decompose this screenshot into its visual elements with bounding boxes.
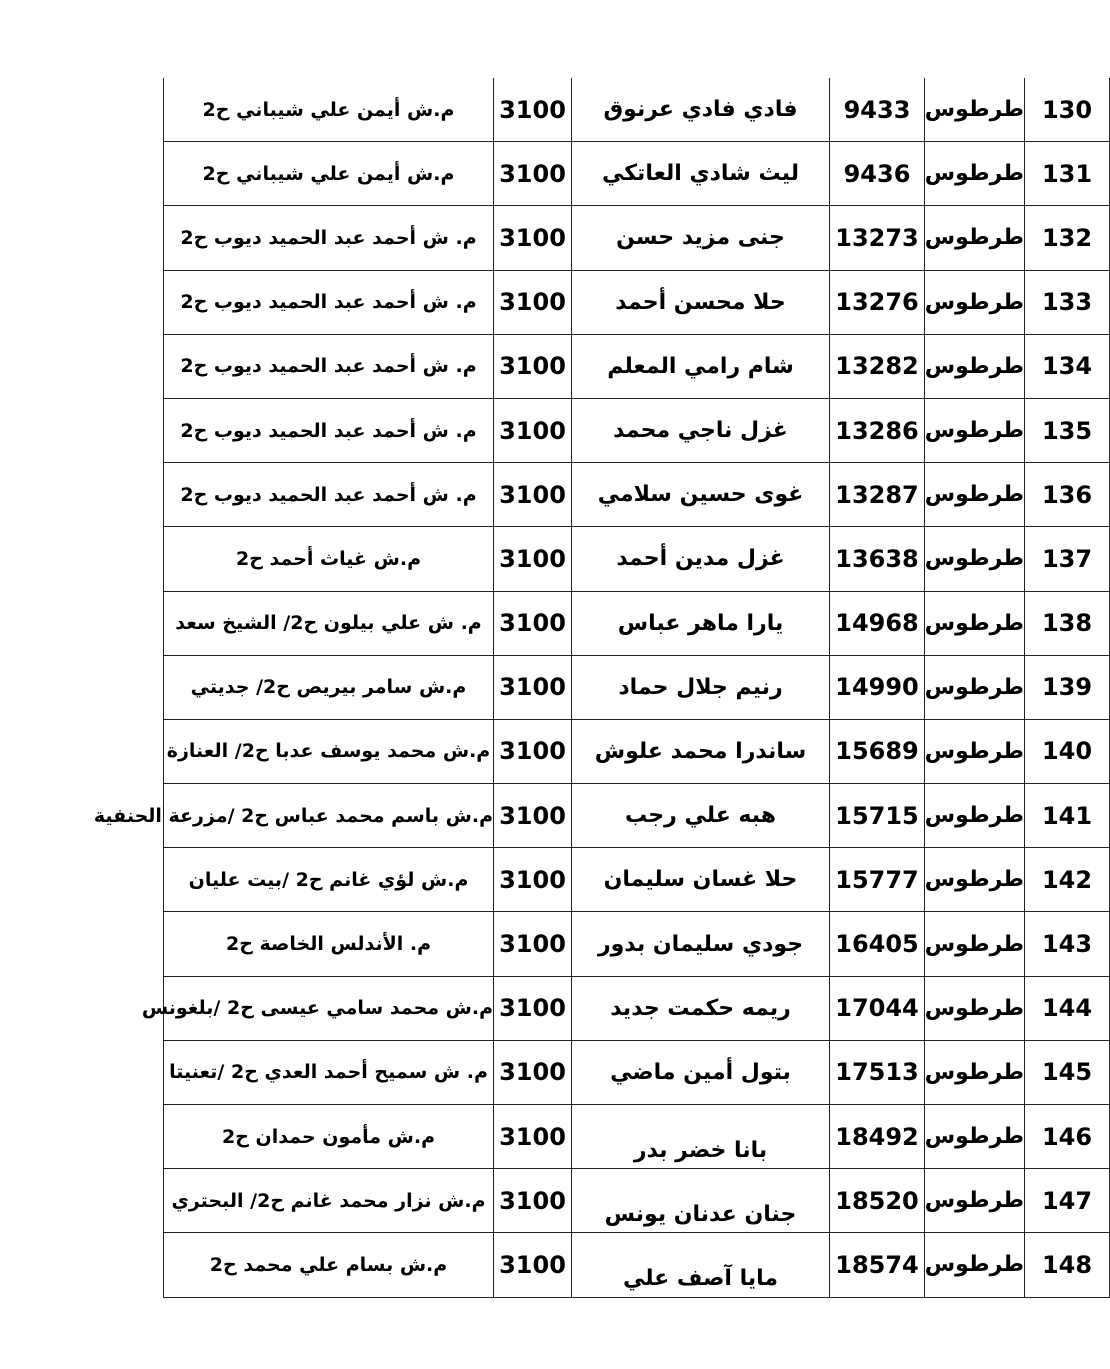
school-cell — [164, 655, 494, 719]
table-row — [164, 719, 1110, 783]
score-text: 3100 — [499, 1186, 566, 1215]
school-cell — [164, 719, 494, 783]
student-name-cell — [572, 527, 830, 591]
student-name-text: رنيم جلال حماد — [618, 674, 783, 700]
row-number-text: 148 — [1041, 1250, 1093, 1279]
table-row — [164, 463, 1110, 527]
row-number-text: 134 — [1041, 352, 1093, 381]
city-cell — [925, 976, 1025, 1040]
exam-id-text: 18520 — [835, 1186, 919, 1215]
student-name-text: حلا محسن أحمد — [615, 289, 786, 315]
exam-id-cell — [830, 655, 925, 719]
score-cell — [494, 463, 572, 527]
exam-id-text: 16405 — [835, 930, 919, 959]
school-cell — [164, 912, 494, 976]
exam-id-cell — [830, 206, 925, 270]
school-text: م.ش بسام علي محمد ح2 — [209, 1253, 448, 1276]
exam-id-cell — [830, 1169, 925, 1233]
school-cell — [164, 206, 494, 270]
student-name-cell — [572, 1105, 830, 1169]
school-text: م.ش لؤي غانم ح2 /بيت عليان — [188, 868, 469, 891]
school-cell — [164, 591, 494, 655]
exam-id-cell — [830, 1040, 925, 1104]
row-number-cell — [1025, 78, 1110, 142]
city-text: طرطوس — [924, 418, 1024, 444]
student-name-text: غزل مدين أحمد — [616, 546, 785, 572]
city-text: طرطوس — [924, 674, 1024, 700]
row-number-cell — [1025, 270, 1110, 334]
exam-id-text: 14990 — [835, 673, 919, 702]
city-cell — [925, 1105, 1025, 1169]
student-name-cell — [572, 206, 830, 270]
row-number-text: 136 — [1041, 480, 1093, 509]
school-text: م. ش أحمد عبد الحميد ديوب ح2 — [180, 291, 477, 314]
student-name-text: غوى حسين سلامي — [597, 482, 804, 508]
score-text: 3100 — [499, 930, 566, 959]
student-name-text: ساندرا محمد علوش — [594, 738, 807, 764]
exam-id-cell — [830, 912, 925, 976]
student-name-text: شام رامي المعلم — [607, 353, 794, 379]
city-text: طرطوس — [924, 289, 1024, 315]
student-name-cell — [572, 142, 830, 206]
school-cell — [164, 1169, 494, 1233]
exam-id-text: 9436 — [843, 159, 911, 188]
school-cell — [164, 270, 494, 334]
school-text: م. ش أحمد عبد الحميد ديوب ح2 — [180, 355, 477, 378]
school-text: م.ش محمد سامي عيسى ح2 /بلغونس — [141, 997, 493, 1020]
score-cell — [494, 206, 572, 270]
school-text: م. ش سميح أحمد العدي ح2 /تعنيتا — [169, 1061, 488, 1084]
student-name-cell — [572, 591, 830, 655]
results-sheet — [93, 78, 1093, 1298]
exam-id-text: 9433 — [843, 95, 911, 124]
student-name-text: جنى مزيد حسن — [616, 225, 785, 251]
table-row — [164, 591, 1110, 655]
school-text: م.ش غياث أحمد ح2 — [235, 547, 421, 570]
score-cell — [494, 784, 572, 848]
exam-id-cell — [830, 398, 925, 462]
exam-id-cell — [830, 1105, 925, 1169]
score-cell — [494, 912, 572, 976]
score-cell — [494, 591, 572, 655]
exam-id-cell — [830, 78, 925, 142]
student-name-cell — [572, 463, 830, 527]
city-text: طرطوس — [924, 97, 1024, 123]
exam-id-text: 13286 — [835, 416, 919, 445]
table-row — [164, 142, 1110, 206]
student-name-text: جنان عدنان يونس — [604, 1202, 797, 1228]
score-text: 3100 — [499, 1058, 566, 1087]
score-cell — [494, 1233, 572, 1297]
student-name-text: بتول أمين ماضي — [610, 1059, 791, 1085]
score-cell — [494, 334, 572, 398]
table-row — [164, 1169, 1110, 1233]
score-cell — [494, 1105, 572, 1169]
row-number-cell — [1025, 527, 1110, 591]
student-name-text: ليث شادي العاتكي — [602, 161, 799, 187]
city-text: طرطوس — [924, 161, 1024, 187]
score-cell — [494, 78, 572, 142]
student-name-text: فادي فادي عرنوق — [603, 97, 798, 123]
school-cell — [93, 784, 494, 848]
score-text: 3100 — [499, 1122, 566, 1151]
city-cell — [925, 527, 1025, 591]
score-cell — [494, 527, 572, 591]
student-name-text: ريمه حكمت جديد — [610, 995, 791, 1021]
city-text: طرطوس — [924, 1124, 1024, 1150]
student-name-cell — [572, 398, 830, 462]
student-name-cell — [572, 976, 830, 1040]
student-name-cell — [572, 912, 830, 976]
table-row — [164, 527, 1110, 591]
exam-id-cell — [830, 591, 925, 655]
city-text: طرطوس — [924, 803, 1024, 829]
row-number-text: 143 — [1041, 930, 1093, 959]
exam-id-text: 18492 — [835, 1122, 919, 1151]
score-text: 3100 — [499, 609, 566, 638]
student-name-text: بانا خضر بدر — [633, 1138, 768, 1164]
row-number-text: 131 — [1041, 159, 1093, 188]
student-name-cell — [572, 784, 830, 848]
school-cell — [164, 1105, 494, 1169]
school-cell — [141, 976, 494, 1040]
city-cell — [925, 1169, 1025, 1233]
score-text: 3100 — [499, 1250, 566, 1279]
exam-id-text: 18574 — [835, 1250, 919, 1279]
exam-id-cell — [830, 142, 925, 206]
school-text: م. الأندلس الخاصة ح2 — [225, 933, 432, 956]
school-text: م.ش نزار محمد غانم ح2/ البحتري — [171, 1189, 486, 1212]
city-cell — [925, 655, 1025, 719]
row-number-text: 135 — [1041, 416, 1093, 445]
city-text: طرطوس — [924, 353, 1024, 379]
score-cell — [494, 1040, 572, 1104]
exam-id-text: 13276 — [835, 288, 919, 317]
city-cell — [925, 334, 1025, 398]
city-text: طرطوس — [924, 610, 1024, 636]
table-row — [164, 1105, 1110, 1169]
table-row — [164, 912, 1110, 976]
school-cell — [164, 142, 494, 206]
city-text: طرطوس — [924, 931, 1024, 957]
score-text: 3100 — [499, 544, 566, 573]
table-row — [164, 270, 1110, 334]
table-row — [164, 398, 1110, 462]
city-cell — [925, 719, 1025, 783]
exam-id-text: 17044 — [835, 994, 919, 1023]
city-cell — [925, 398, 1025, 462]
score-text: 3100 — [499, 416, 566, 445]
score-cell — [494, 976, 572, 1040]
student-name-text: يارا ماهر عباس — [617, 610, 784, 636]
exam-id-text: 13282 — [835, 352, 919, 381]
school-text: م. ش أحمد عبد الحميد ديوب ح2 — [180, 419, 477, 442]
city-cell — [925, 784, 1025, 848]
exam-id-text: 15777 — [835, 865, 919, 894]
exam-id-cell — [830, 270, 925, 334]
row-number-text: 147 — [1041, 1186, 1093, 1215]
school-text: م. ش أحمد عبد الحميد ديوب ح2 — [180, 483, 477, 506]
city-cell — [925, 142, 1025, 206]
school-text: م.ش محمد يوسف عدبا ح2/ العنازة — [166, 740, 491, 763]
score-cell — [494, 1169, 572, 1233]
city-text: طرطوس — [924, 995, 1024, 1021]
exam-id-text: 15689 — [835, 737, 919, 766]
row-number-text: 138 — [1041, 609, 1093, 638]
city-text: طرطوس — [924, 867, 1024, 893]
row-number-cell — [1025, 1040, 1110, 1104]
exam-id-text: 15715 — [835, 801, 919, 830]
row-number-cell — [1025, 398, 1110, 462]
score-text: 3100 — [499, 737, 566, 766]
exam-id-cell — [830, 463, 925, 527]
row-number-cell — [1025, 719, 1110, 783]
exam-id-cell — [830, 334, 925, 398]
table-row — [164, 206, 1110, 270]
exam-id-cell — [830, 1233, 925, 1297]
row-number-cell — [1025, 334, 1110, 398]
school-cell — [164, 463, 494, 527]
score-cell — [494, 719, 572, 783]
city-cell — [925, 912, 1025, 976]
row-number-cell — [1025, 848, 1110, 912]
school-cell — [164, 334, 494, 398]
score-text: 3100 — [499, 223, 566, 252]
row-number-text: 142 — [1041, 865, 1093, 894]
school-cell — [164, 848, 494, 912]
row-number-cell — [1025, 206, 1110, 270]
score-text: 3100 — [499, 159, 566, 188]
exam-id-cell — [830, 976, 925, 1040]
score-text: 3100 — [499, 95, 566, 124]
student-name-cell — [572, 719, 830, 783]
table-row — [164, 334, 1110, 398]
city-cell — [925, 463, 1025, 527]
score-text: 3100 — [499, 288, 566, 317]
school-text: م.ش أيمن علي شيباني ح2 — [202, 162, 455, 185]
city-cell — [925, 1040, 1025, 1104]
row-number-cell — [1025, 655, 1110, 719]
row-number-cell — [1025, 591, 1110, 655]
score-cell — [494, 398, 572, 462]
city-cell — [925, 1233, 1025, 1297]
school-cell — [164, 1040, 494, 1104]
exam-id-cell — [830, 527, 925, 591]
exam-id-text: 13638 — [835, 544, 919, 573]
school-cell — [164, 398, 494, 462]
row-number-cell — [1025, 1105, 1110, 1169]
score-text: 3100 — [499, 994, 566, 1023]
row-number-text: 144 — [1041, 994, 1093, 1023]
student-name-text: حلا غسان سليمان — [603, 867, 798, 893]
score-cell — [494, 142, 572, 206]
school-text: م.ش سامر بيريص ح2/ جديتي — [190, 676, 467, 699]
city-text: طرطوس — [924, 546, 1024, 572]
student-name-cell — [572, 78, 830, 142]
table-row — [164, 976, 1110, 1040]
student-name-cell — [572, 1233, 830, 1297]
city-cell — [925, 206, 1025, 270]
row-number-cell — [1025, 1169, 1110, 1233]
row-number-text: 139 — [1041, 673, 1093, 702]
school-cell — [164, 78, 494, 142]
school-cell — [164, 527, 494, 591]
row-number-text: 130 — [1041, 95, 1093, 124]
row-number-text: 145 — [1041, 1058, 1093, 1087]
row-number-cell — [1025, 142, 1110, 206]
school-cell — [164, 1233, 494, 1297]
student-name-cell — [572, 1040, 830, 1104]
student-name-cell — [572, 1169, 830, 1233]
student-name-cell — [572, 334, 830, 398]
student-name-text: هبه علي رجب — [625, 803, 776, 829]
row-number-cell — [1025, 912, 1110, 976]
exam-id-cell — [830, 848, 925, 912]
results-table-body — [93, 78, 1110, 1297]
row-number-text: 133 — [1041, 288, 1093, 317]
score-text: 3100 — [499, 352, 566, 381]
row-number-cell — [1025, 1233, 1110, 1297]
student-name-text: جودي سليمان بدور — [597, 931, 804, 957]
score-text: 3100 — [499, 865, 566, 894]
row-number-cell — [1025, 784, 1110, 848]
exam-id-text: 14968 — [835, 609, 919, 638]
city-text: طرطوس — [924, 1188, 1024, 1214]
table-row — [164, 1233, 1110, 1297]
city-cell — [925, 78, 1025, 142]
results-table — [93, 78, 1110, 1298]
row-number-text: 141 — [1041, 801, 1093, 830]
exam-id-cell — [830, 719, 925, 783]
school-text: م. ش أحمد عبد الحميد ديوب ح2 — [180, 226, 477, 249]
city-text: طرطوس — [924, 1252, 1024, 1278]
score-cell — [494, 655, 572, 719]
city-text: طرطوس — [924, 225, 1024, 251]
student-name-cell — [572, 270, 830, 334]
city-cell — [925, 848, 1025, 912]
school-text: م.ش أيمن علي شيباني ح2 — [202, 98, 455, 121]
city-cell — [925, 591, 1025, 655]
table-row — [164, 655, 1110, 719]
school-text: م.ش باسم محمد عباس ح2 /مزرعة الحنفية — [93, 804, 493, 827]
row-number-text: 137 — [1041, 544, 1093, 573]
table-row — [164, 78, 1110, 142]
table-row — [164, 1040, 1110, 1104]
city-cell — [925, 270, 1025, 334]
exam-id-text: 17513 — [835, 1058, 919, 1087]
student-name-text: غزل ناجي محمد — [613, 418, 788, 444]
table-row — [164, 784, 1110, 848]
score-text: 3100 — [499, 801, 566, 830]
table-row — [164, 848, 1110, 912]
city-text: طرطوس — [924, 482, 1024, 508]
student-name-cell — [572, 848, 830, 912]
row-number-text: 146 — [1041, 1122, 1093, 1151]
score-cell — [494, 848, 572, 912]
city-text: طرطوس — [924, 738, 1024, 764]
row-number-text: 140 — [1041, 737, 1093, 766]
score-text: 3100 — [499, 673, 566, 702]
score-text: 3100 — [499, 480, 566, 509]
exam-id-cell — [830, 784, 925, 848]
exam-id-text: 13287 — [835, 480, 919, 509]
row-number-cell — [1025, 976, 1110, 1040]
city-text: طرطوس — [924, 1059, 1024, 1085]
student-name-cell — [572, 655, 830, 719]
student-name-text: مايا آصف علي — [623, 1266, 778, 1292]
row-number-text: 132 — [1041, 223, 1093, 252]
school-text: م.ش مأمون حمدان ح2 — [221, 1125, 436, 1148]
exam-id-text: 13273 — [835, 223, 919, 252]
school-text: م. ش علي بيلون ح2/ الشيخ سعد — [175, 612, 482, 635]
row-number-cell — [1025, 463, 1110, 527]
score-cell — [494, 270, 572, 334]
